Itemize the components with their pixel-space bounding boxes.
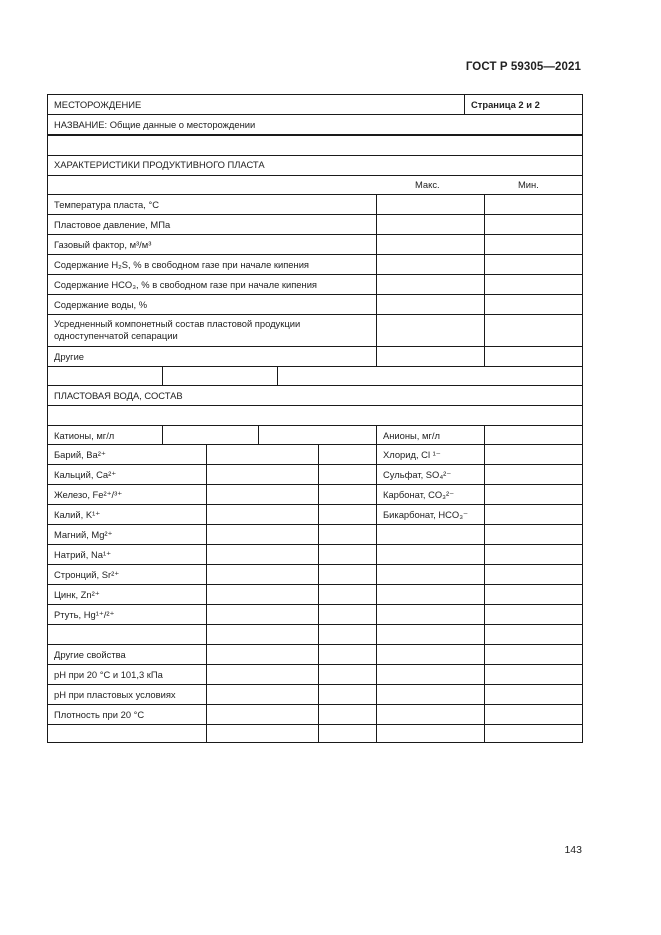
other-row-density: Плотность при 20 °С bbox=[54, 709, 145, 720]
cations-label: Катионы, мг/л bbox=[54, 430, 115, 441]
col-min: Мин. bbox=[518, 179, 539, 190]
other-properties-title: Другие свойства bbox=[54, 649, 126, 660]
cation-mercury: Ртуть, Hg¹⁺/²⁺ bbox=[54, 609, 115, 620]
cation-strontium: Стронций, Sr²⁺ bbox=[54, 569, 120, 580]
reservoir-row-hco3: Содержание HCO₃, % в свободном газе при начале кипения bbox=[54, 279, 318, 290]
anion-sulfate: Сульфат, SO₄²⁻ bbox=[383, 469, 452, 480]
cation-barium: Барий, Ba²⁺ bbox=[54, 449, 106, 460]
cation-magnesium: Магний, Mg²⁺ bbox=[54, 529, 113, 540]
reservoir-row-pressure: Пластовое давление, МПа bbox=[54, 219, 171, 230]
name-row: НАЗВАНИЕ: Общие данные о месторождении bbox=[54, 119, 256, 130]
anion-carbonate: Карбонат, CO₃²⁻ bbox=[383, 489, 455, 500]
reservoir-row-water: Содержание воды, % bbox=[54, 299, 148, 310]
cation-potassium: Калий, K¹⁺ bbox=[54, 509, 101, 520]
reservoir-section-title: ХАРАКТЕРИСТИКИ ПРОДУКТИВНОГО ПЛАСТА bbox=[54, 159, 265, 170]
col-max: Макс. bbox=[415, 179, 440, 190]
field-data-form bbox=[47, 94, 583, 743]
document-code: ГОСТ Р 59305—2021 bbox=[465, 61, 581, 73]
cation-iron: Железо, Fe²⁺/³⁺ bbox=[54, 489, 123, 500]
reservoir-row-temperature: Температура пласта, °С bbox=[54, 199, 159, 210]
field-label: МЕСТОРОЖДЕНИЕ bbox=[54, 99, 142, 110]
anion-chloride: Хлорид, Cl ¹⁻ bbox=[383, 449, 441, 460]
cation-sodium: Натрий, Na¹⁺ bbox=[54, 549, 112, 560]
reservoir-row-other: Другие bbox=[54, 351, 85, 362]
anions-label: Анионы, мг/л bbox=[383, 430, 440, 441]
cation-calcium: Кальций, Ca²⁺ bbox=[54, 469, 117, 480]
reservoir-row-composition: Усредненный компонетный состав пластовой продукции одноступенчатой сепарации bbox=[54, 318, 301, 341]
reservoir-row-h2s: Содержание H₂S, % в свободном газе при начале кипения bbox=[54, 259, 310, 270]
page-indicator: Страница 2 и 2 bbox=[471, 99, 540, 110]
reservoir-row-gas-factor: Газовый фактор, м³/м³ bbox=[54, 239, 152, 250]
anion-bicarbonate: Бикарбонат, HCO₃⁻ bbox=[383, 509, 468, 520]
other-row-ph-20: pH при 20 °С и 101,3 кПа bbox=[54, 669, 163, 680]
water-section-title: ПЛАСТОВАЯ ВОДА, СОСТАВ bbox=[54, 390, 183, 401]
other-row-ph-reservoir: pH при пластовых условиях bbox=[54, 689, 176, 700]
cation-zinc: Цинк, Zn²⁺ bbox=[54, 589, 100, 600]
page-number: 143 bbox=[564, 844, 582, 856]
